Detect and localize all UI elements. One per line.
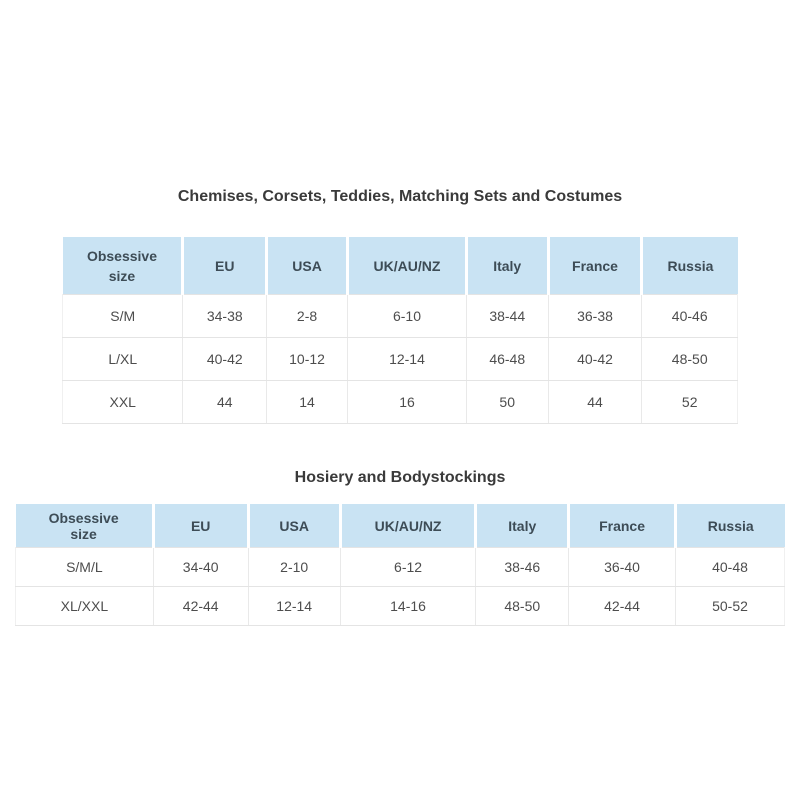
size-value-cell: 6-10 (348, 295, 467, 338)
size-value-cell: 40-46 (642, 295, 738, 338)
size-label-cell: XXL (63, 381, 183, 424)
size-value-cell: 14 (267, 381, 348, 424)
size-value-cell: 10-12 (267, 338, 348, 381)
column-header-uk-au-nz (348, 237, 467, 295)
size-value-cell: 34-38 (183, 295, 267, 338)
column-header-italy (466, 237, 548, 295)
column-header-label: USA (279, 517, 309, 534)
column-header-france (548, 237, 642, 295)
size-value-cell: 48-50 (476, 587, 569, 626)
column-header-label: Obsessive size (48, 509, 119, 542)
table-row (63, 338, 738, 381)
column-header-label: Italy (508, 517, 537, 534)
column-header-eu (183, 237, 267, 295)
size-label-cell: XL/XXL (16, 587, 154, 626)
column-header-obsessive-size (63, 237, 183, 295)
size-value-cell: 6-12 (340, 548, 476, 587)
table-title-hosiery-bodystockings: Hosiery and Bodystockings (294, 469, 506, 486)
size-label-cell: L/XL (63, 338, 183, 381)
size-value-cell: 40-42 (183, 338, 267, 381)
table-row (63, 381, 738, 424)
column-header-russia (675, 504, 784, 548)
column-header-usa (248, 504, 340, 548)
column-header-label: EU (215, 257, 235, 274)
size-value-cell: 40-42 (548, 338, 642, 381)
size-value-cell: 2-10 (248, 548, 340, 587)
size-value-cell: 36-40 (569, 548, 676, 587)
column-header-russia (642, 237, 738, 295)
column-header-label: France (572, 257, 618, 274)
size-chart-table-hosiery (15, 504, 785, 626)
size-value-cell: 42-44 (153, 587, 248, 626)
size-value-cell: 36-38 (548, 295, 642, 338)
column-header-obsessive-size (16, 504, 154, 548)
column-header-usa (267, 237, 348, 295)
column-header-label: France (599, 517, 646, 534)
size-value-cell: 12-14 (348, 338, 467, 381)
size-value-cell: 38-46 (476, 548, 569, 587)
size-value-cell: 2-8 (267, 295, 348, 338)
column-header-label: Obsessive size (86, 247, 158, 284)
size-value-cell: 44 (183, 381, 267, 424)
column-header-italy (476, 504, 569, 548)
column-header-uk-au-nz (340, 504, 476, 548)
size-value-cell: 46-48 (466, 338, 548, 381)
size-value-cell: 44 (548, 381, 642, 424)
size-chart-table-chemises (62, 237, 738, 424)
column-header-france (569, 504, 676, 548)
size-value-cell: 14-16 (340, 587, 476, 626)
size-value-cell: 12-14 (248, 587, 340, 626)
size-value-cell: 40-48 (675, 548, 784, 587)
column-header-label: EU (190, 517, 211, 534)
table-row (16, 548, 785, 587)
table-title-chemises-corsets: Chemises, Corsets, Teddies, Matching Sets and Costumes (177, 188, 623, 205)
size-value-cell: 38-44 (466, 295, 548, 338)
column-header-label: UK/AU/NZ (373, 257, 441, 274)
column-header-label: USA (292, 257, 322, 274)
column-header-label: Russia (707, 517, 754, 534)
size-label-cell: S/M/L (16, 548, 154, 587)
column-header-label: Italy (493, 257, 522, 274)
column-header-label: UK/AU/NZ (374, 517, 442, 534)
size-value-cell: 42-44 (569, 587, 676, 626)
header-row (63, 237, 738, 295)
size-value-cell: 50-52 (675, 587, 784, 626)
size-value-cell: 16 (348, 381, 467, 424)
size-value-cell: 50 (466, 381, 548, 424)
column-header-label: Russia (667, 257, 714, 274)
header-row (16, 504, 785, 548)
size-value-cell: 48-50 (642, 338, 738, 381)
table-row (63, 295, 738, 338)
column-header-eu (153, 504, 248, 548)
size-value-cell: 34-40 (153, 548, 248, 587)
table-row (16, 587, 785, 626)
size-value-cell: 52 (642, 381, 738, 424)
size-label-cell: S/M (63, 295, 183, 338)
